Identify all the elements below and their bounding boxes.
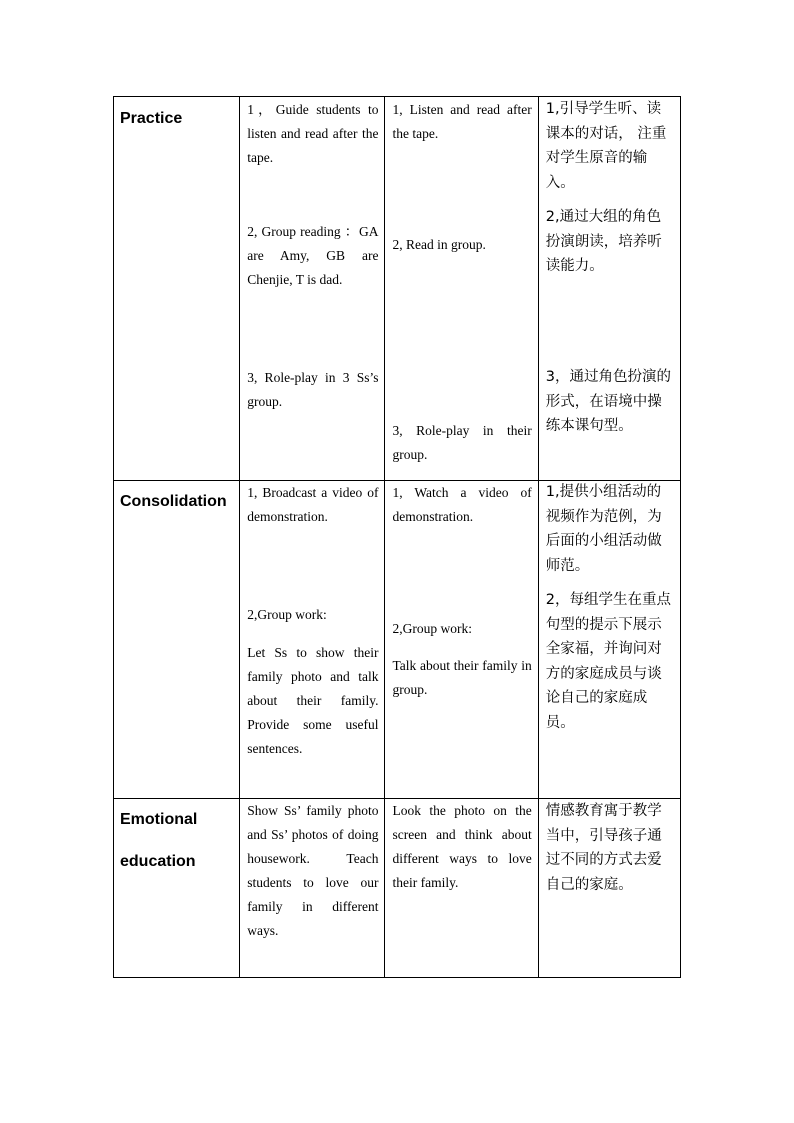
teacher-step-2-detail: Let Ss to show their family photo and talk about their family. Provide some useful sentences. [247, 645, 379, 756]
student-activity-cell [385, 97, 538, 481]
purpose-step-3: 3，通过角色扮演的形式，在语境中操练本课句型。 [545, 369, 671, 434]
student-step-2-detail: Talk about their family in group. [392, 658, 532, 697]
purpose-cell [538, 481, 680, 799]
student-step-3: 3, Role-play in their group. [392, 423, 532, 462]
lesson-plan-table [113, 96, 681, 978]
table-row [114, 799, 681, 978]
purpose-step-1: 1,引导学生听、读课本的对话， 注重对学生原音的输入。 [545, 101, 667, 191]
teacher-activity-cell [240, 481, 385, 799]
student-step-1: 1, Listen and read after the tape. [392, 102, 532, 141]
student-step-1: 1, Watch a video of demonstration. [392, 485, 532, 524]
stage-label: Practice [120, 110, 183, 127]
teacher-step-1: Show Ss’ family photo and Ss’ photos of doing housework. Teach students to love our family in different ways. [247, 803, 379, 938]
stage-label: Consolidation [120, 493, 227, 510]
purpose-step-1: 情感教育寓于教学当中，引导孩子通过不同的方式去爱自己的家庭。 [545, 803, 662, 893]
purpose-step-1: 1,提供小组活动的视频作为范例，为后面的小组活动做师范。 [545, 484, 662, 574]
student-activity-cell [385, 799, 538, 978]
teacher-step-1: 1, Broadcast a video of demonstration. [247, 485, 379, 524]
purpose-cell [538, 799, 680, 978]
purpose-step-2: 2,通过大组的角色扮演朗读，培养听读能力。 [545, 209, 662, 274]
table-row [114, 97, 681, 481]
stage-label-line-2: education [120, 853, 196, 870]
teacher-step-1: 1，Guide students to listen and read after the tape. [247, 102, 379, 165]
teacher-step-3: 3, Role-play in 3 Ss’s group. [247, 370, 379, 409]
student-step-2: 2,Group work: [392, 621, 472, 636]
stage-cell [114, 799, 240, 978]
stage-label-line-1: Emotional [120, 811, 198, 828]
teacher-step-2: 2,Group work: [247, 607, 327, 622]
student-step-2: 2, Read in group. [392, 237, 486, 252]
teacher-activity-cell [240, 799, 385, 978]
stage-cell [114, 481, 240, 799]
student-step-1: Look the photo on the screen and think about different ways to love their family. [392, 803, 532, 890]
teacher-activity-cell [240, 97, 385, 481]
student-activity-cell [385, 481, 538, 799]
purpose-cell [538, 97, 680, 481]
teacher-step-2: 2, Group reading ：GA are Amy, GB are Chenjie, T is dad. [247, 224, 379, 287]
stage-cell [114, 97, 240, 481]
purpose-step-2: 2，每组学生在重点句型的提示下展示全家福，并询问对方的家庭成员与谈论自己的家庭成员。 [545, 592, 671, 731]
table-row [114, 481, 681, 799]
